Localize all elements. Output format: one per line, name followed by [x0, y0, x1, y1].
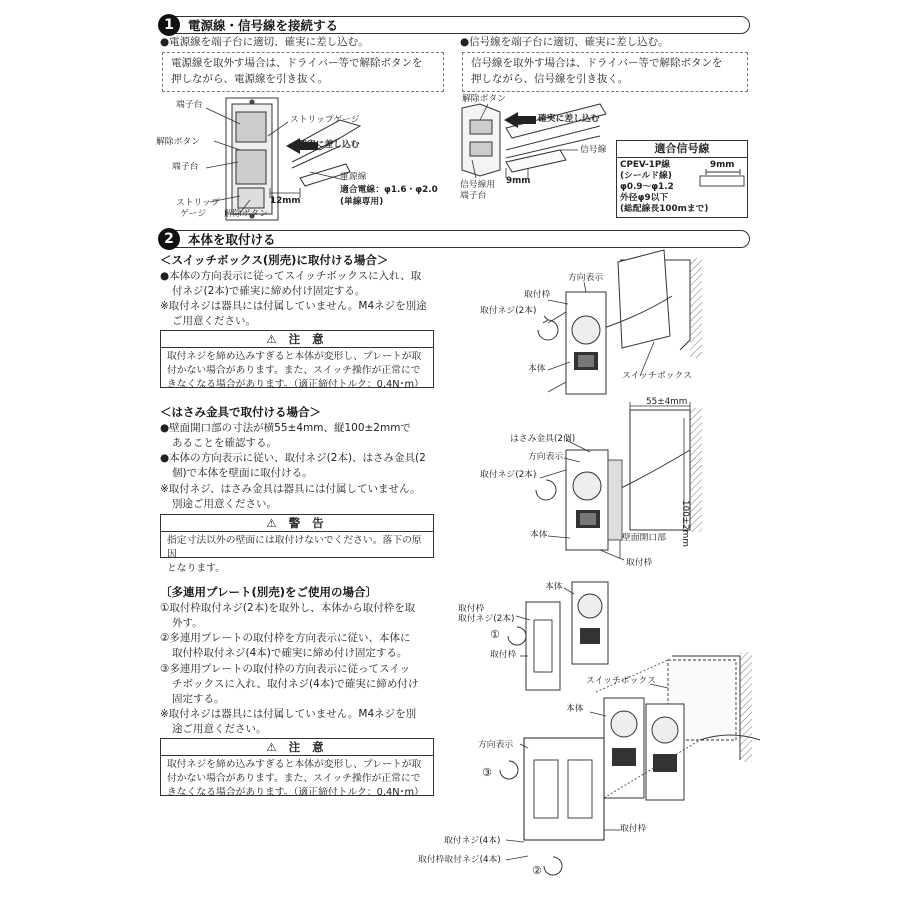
clamp-bullet1-line1: ●壁面開口部の寸法が横55±4mm、縦100±2mmで [160, 421, 411, 434]
switchbox-caution-line-2: 付かない場合があります。また、スイッチ操作が正常にで [167, 365, 421, 377]
power-terminal-bottom-label: 端子台 [172, 162, 199, 172]
multi-frame-screws-label-1: 取付枠 [458, 604, 485, 614]
switchbox-box-label: スイッチボックス [622, 371, 692, 381]
power-wire-spec: 適合電線：φ1.6・φ2.0 [340, 185, 438, 195]
power-remove-line-1: 電源線を取外す場合は、ドライバー等で解除ボタンを [171, 57, 423, 69]
multi-screws4-label: 取付ネジ(4本) [444, 836, 501, 846]
multi-step2-line1: ②多連用プレートの取付枠を方向表示に従い、本体に [160, 632, 411, 645]
multi-step2-line2: 取付枠取付ネジ(4本)で確実に締め付け固定する。 [172, 647, 408, 660]
signal-wire-label: 信号線 [580, 145, 607, 155]
switchbox-note-1: ※取付ネジは器具には付属していません。M4ネジを別途 [160, 300, 427, 313]
multi-caution-title: ⚠ 注 意 [161, 739, 433, 756]
switchbox-body-label: 本体 [528, 364, 546, 374]
switchbox-bullet-1: ●本体の方向表示に従ってスイッチボックスに入れ、取 [160, 269, 422, 282]
compat-line-2: (シールド線) [620, 171, 672, 181]
power-release-button-bottom: 解除ボタン [224, 209, 268, 219]
multi-frame-screws4-label: 取付枠取付ネジ(4本) [418, 855, 501, 865]
multi-step1-line1: ①取付枠取付ネジ(2本)を取外し、本体から取付枠を取 [160, 601, 416, 614]
section-1-number: 1 [158, 14, 180, 36]
compat-line-1: CPEV-1P線 [620, 160, 671, 170]
clamp-heading: ＜はさみ金具で取付ける場合＞ [160, 405, 321, 419]
clamp-width-label: 55±4mm [646, 397, 688, 407]
compat-box-title: 適合信号線 [617, 141, 747, 158]
power-insert-firmly-label: 確実に差し込む [298, 140, 360, 150]
compat-line-3: φ0.9〜φ1.2 [620, 182, 674, 192]
switchbox-caution-title: ⚠ 注 意 [161, 331, 433, 348]
compat-line-4: 外径φ9以下 [620, 193, 669, 203]
multi-step1-line2: 外す。 [172, 616, 203, 629]
power-remove-line-2: 押しながら、電源線を引き抜く。 [171, 72, 329, 85]
multi-body-top-label: 本体 [545, 582, 563, 592]
power-length-label: 12mm [270, 196, 301, 206]
compat-length: 9mm [710, 160, 735, 170]
signal-terminal-label-2: 端子台 [460, 191, 487, 201]
power-strip-gauge-label: ストリップゲージ [290, 115, 360, 125]
power-wire-label: 電源線 [340, 172, 367, 182]
multi-step3-line2: チボックスに入れ、取付ネジ(4本)で確実に締め付け [172, 677, 419, 690]
switchbox-screws-label: 取付ネジ(2本) [480, 306, 537, 316]
clamp-warning-title: ⚠ 警 告 [161, 515, 433, 532]
multi-frame-screws-label-2: 取付ネジ(2本) [458, 614, 515, 624]
signal-length-label: 9mm [506, 176, 531, 186]
signal-insert-firmly-label: 確実に差し込む [538, 114, 600, 124]
multi-caution-line-2: 付かない場合があります。また、スイッチ操作が正常にで [167, 773, 421, 785]
signal-remove-line-2: 押しながら、信号線を引き抜く。 [471, 72, 629, 85]
signal-release-button-label: 解除ボタン [462, 94, 506, 104]
clamp-bullet2-line1: ●本体の方向表示に従い、取付ネジ(2本)、はさみ金具(2 [160, 452, 426, 465]
multi-note-1: ※取付ネジは器具には付属していません。M4ネジを別 [160, 708, 417, 721]
multi-frame-label: 取付枠 [490, 650, 517, 660]
clamp-note-2: 別途ご用意ください。 [172, 497, 277, 510]
clamp-wall-opening-label: 壁面開口部 [622, 533, 666, 543]
power-terminal-top-label: 端子台 [176, 100, 203, 110]
power-bullet: ●電源線を端子台に適切、確実に差し込む。 [160, 36, 369, 48]
section-1-title: 電源線・信号線を接続する [188, 18, 339, 33]
multi-caution-line-1: 取付ネジを締め込みすぎると本体が変形し、プレートが取 [167, 759, 422, 770]
switchbox-caution-line-3: きなくなる場合があります。（適正締付トルク：0,4N･m） [167, 379, 424, 391]
power-strip-gauge-bottom-1: ストリップ [176, 198, 220, 208]
clamp-direction-label: 方向表示 [528, 452, 564, 462]
clamp-warning-line-2: となります。 [167, 563, 225, 575]
power-wire-type: (単線専用) [340, 197, 384, 207]
switchbox-heading: ＜スイッチボックス(別売)に取付ける場合＞ [160, 253, 389, 267]
multi-circle-2: ② [532, 864, 542, 877]
multi-note-2: 途ご用意ください。 [172, 723, 267, 736]
switchbox-note-2: ご用意ください。 [172, 315, 256, 328]
signal-bullet: ●信号線を端子台に適切、確実に差し込む。 [460, 36, 669, 48]
clamp-bullet2-line2: 個)で本体を壁面に取付ける。 [172, 467, 313, 480]
clamp-bullet1-line2: あることを確認する。 [172, 436, 277, 449]
multi-switch-box-label: スイッチボックス [586, 676, 656, 686]
compat-line-5: (総配線長100mまで) [620, 204, 709, 214]
multi-body-label: 本体 [566, 704, 584, 714]
signal-terminal-label-1: 信号線用 [460, 180, 496, 190]
section-2-number: 2 [158, 228, 180, 250]
clamp-body-label: 本体 [530, 530, 548, 540]
clamp-note-1: ※取付ネジ、はさみ金具は器具には付属していません。 [160, 482, 421, 495]
clamp-warning-line-1: 指定寸法以外の壁面には取付けないでください。落下の原因 [167, 535, 422, 561]
power-release-button-label: 解除ボタン [156, 137, 200, 147]
switchbox-caution-line-1: 取付ネジを締め込みすぎると本体が変形し、プレートが取 [167, 351, 422, 362]
clamp-frame-label: 取付枠 [626, 558, 653, 568]
clamp-screws-label: 取付ネジ(2本) [480, 470, 537, 480]
multi-step3-line3: 固定する。 [172, 692, 225, 705]
multi-direction-label: 方向表示 [478, 740, 514, 750]
power-strip-gauge-bottom-2: ゲージ [180, 209, 207, 219]
multi-circle-3: ③ [482, 766, 492, 779]
switchbox-direction-label: 方向表示 [568, 273, 604, 283]
signal-remove-line-1: 信号線を取外す場合は、ドライバー等で解除ボタンを [471, 57, 723, 69]
multi-circle-1: ① [490, 628, 500, 641]
multi-step3-line1: ③多連用プレートの取付枠の方向表示に従ってスイッ [160, 662, 411, 675]
section-2-title: 本体を取付ける [188, 232, 276, 247]
switchbox-bullet-2: 付ネジ(2本)で確実に締め付け固定する。 [172, 284, 366, 297]
clamp-height-label: 100±2mm [680, 500, 690, 547]
switchbox-frame-label: 取付枠 [524, 290, 551, 300]
multi-caution-line-3: きなくなる場合があります。（適正締付トルク：0,4N･m） [167, 787, 424, 799]
multi-heading: 〔多連用プレート(別売)をご使用の場合〕 [160, 585, 378, 599]
multi-mount-frame-label: 取付枠 [620, 824, 647, 834]
clamp-fitting-label: はさみ金具(2個) [510, 434, 576, 444]
